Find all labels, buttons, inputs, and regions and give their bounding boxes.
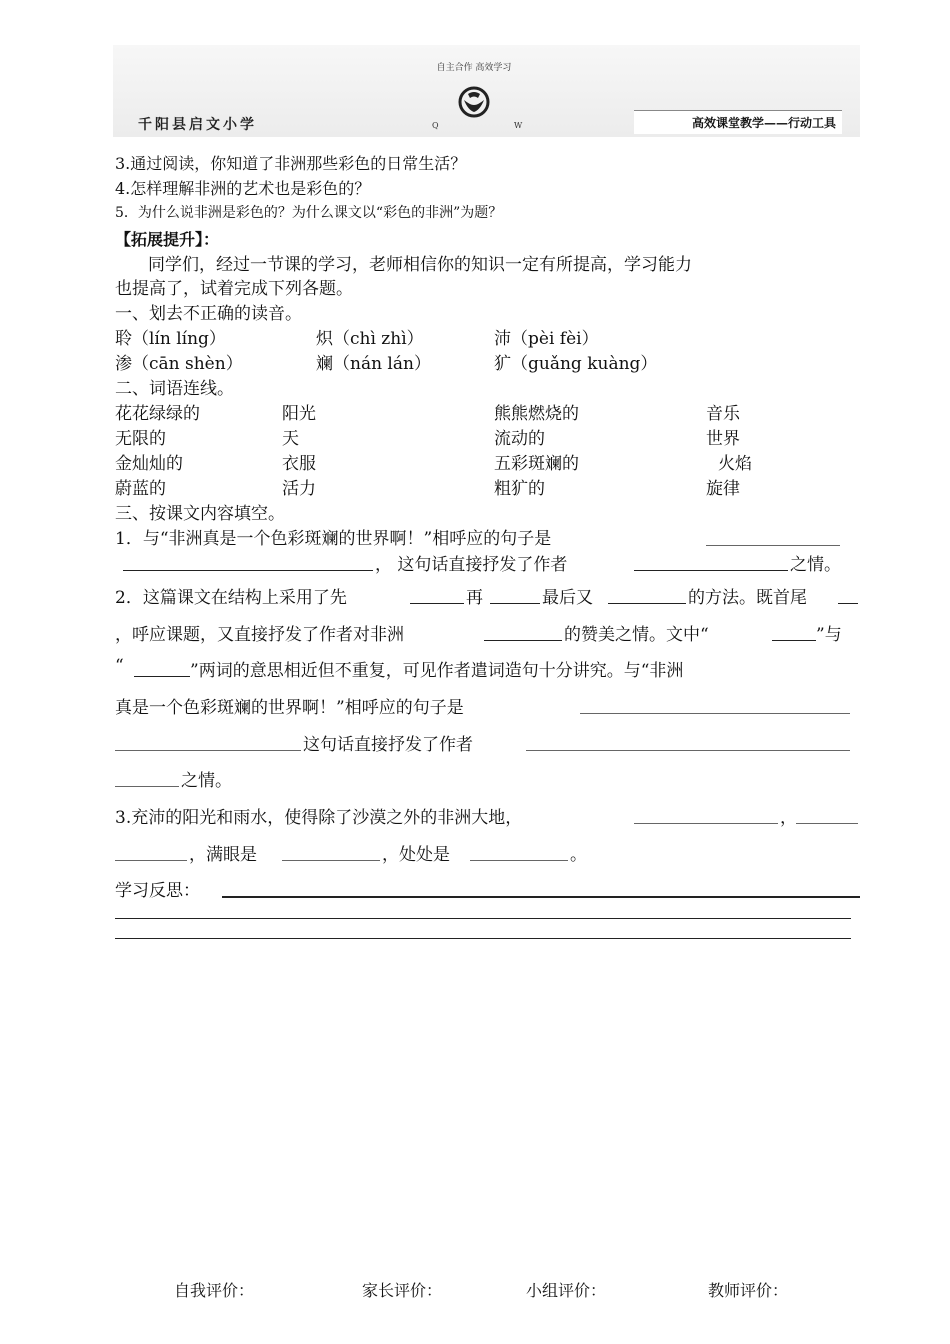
match-word: 熊熊燃烧的 [494, 404, 579, 424]
fill-item-2-text: 最后又 [542, 588, 593, 608]
match-word: 五彩斑斓的 [494, 454, 579, 474]
reflection-label: 学习反思： [115, 881, 200, 901]
pinyin-item: 炽（chì zhì） [316, 329, 424, 349]
fill-item-2-text: 这句话直接抒发了作者 [303, 735, 473, 755]
fill-item-2-text: ”与 [816, 625, 842, 645]
fill-item-3-text: 3.充沛的阳光和雨水，使得除了沙漠之外的非洲大地， [115, 808, 523, 828]
fill-blank[interactable] [634, 823, 778, 824]
school-name: 千阳县启文小学 [138, 117, 257, 133]
fill-blank[interactable] [580, 713, 850, 714]
fill-item-2-text: 再 [466, 588, 483, 608]
match-word: 蔚蓝的 [115, 479, 166, 499]
logo-q: Q [432, 121, 439, 130]
logo-w: W [514, 121, 523, 130]
fill-item-3-text: ， [780, 808, 797, 828]
pinyin-item: 斓（nán lán） [316, 354, 431, 374]
question-5: 5．为什么说非洲是彩色的？为什么课文以“彩色的非洲”为题？ [115, 205, 503, 221]
reflection-line[interactable] [115, 938, 851, 939]
match-word: 世界 [706, 429, 740, 449]
reflection-line[interactable] [222, 896, 860, 898]
pinyin-item: 犷（guǎng kuàng） [494, 354, 658, 374]
match-word: 音乐 [706, 404, 740, 424]
pinyin-item: 聆（lín líng） [115, 329, 226, 349]
fill-item-2-text: 之情。 [181, 771, 232, 791]
fill-blank[interactable] [796, 823, 858, 824]
parent-evaluation-label: 家长评价： [362, 1281, 443, 1300]
fill-item-2-text: 的赞美之情。文中“ [564, 625, 709, 645]
question-4: 4.怎样理解非洲的艺术也是彩色的？ [115, 179, 371, 198]
fill-blank[interactable] [490, 603, 540, 604]
fill-blank[interactable] [115, 860, 187, 861]
reflection-line[interactable] [115, 918, 851, 919]
expand-intro-line1: 同学们，经过一节课的学习，老师相信你的知识一定有所提高，学习能力 [148, 255, 692, 275]
question-3: 3.通过阅读，你知道了非洲那些彩色的日常生活？ [115, 154, 467, 173]
fill-item-2-text: “ [115, 656, 124, 676]
fill-item-2-text: ，呼应课题，又直接抒发了作者对非洲 [115, 625, 404, 645]
fill-item-1-text: 之情。 [790, 555, 841, 575]
match-word: 旋律 [706, 479, 740, 499]
fill-blank[interactable] [608, 603, 686, 604]
fill-item-2-text: ”两词的意思相近但不重复，可见作者遣词造句十分讲究。与“非洲 [190, 661, 684, 681]
fill-blank[interactable] [282, 860, 380, 861]
fill-blank[interactable] [634, 570, 788, 571]
fill-blank[interactable] [115, 750, 301, 751]
fill-blank[interactable] [838, 603, 858, 604]
match-word: 粗犷的 [494, 479, 545, 499]
fill-blank[interactable] [115, 786, 179, 787]
match-word: 花花绿绿的 [115, 404, 200, 424]
pinyin-item: 渗（cān shèn） [115, 354, 243, 374]
part2-title: 二、词语连线。 [115, 379, 234, 399]
match-word: 衣服 [282, 454, 316, 474]
match-word: 活力 [282, 479, 316, 499]
pinyin-item: 沛（pèi fèi） [494, 329, 599, 349]
match-word: 金灿灿的 [115, 454, 183, 474]
logo-motto: 自主合作 高效学习 [436, 63, 512, 73]
fill-item-1-text: ， 这句话直接抒发了作者 [375, 555, 568, 575]
expand-intro-line2: 也提高了，试着完成下列各题。 [115, 279, 353, 299]
part1-title: 一、划去不正确的读音。 [115, 304, 302, 324]
match-word: 天 [282, 429, 299, 449]
fill-item-3-text: ，满眼是 [189, 845, 257, 865]
school-logo [412, 50, 536, 134]
fill-blank[interactable] [470, 860, 568, 861]
fill-blank[interactable] [134, 676, 190, 677]
fill-item-2-text: 真是一个色彩斑斓的世界啊！”相呼应的句子是 [115, 698, 464, 718]
expand-title: 【拓展提升】： [115, 230, 220, 249]
fill-blank[interactable] [410, 603, 464, 604]
fill-item-3-text: 。 [570, 845, 587, 865]
fill-item-1-text: 1．与“非洲真是一个色彩斑斓的世界啊！”相呼应的句子是 [115, 529, 552, 549]
fill-blank[interactable] [706, 545, 840, 546]
match-word: 阳光 [282, 404, 316, 424]
fill-blank[interactable] [772, 640, 816, 641]
header-tagline: 高效课堂教学——行动工具 [634, 110, 842, 134]
fill-item-2-text: 2．这篇课文在结构上采用了先 [115, 588, 347, 608]
match-word: 无限的 [115, 429, 166, 449]
match-word: 流动的 [494, 429, 545, 449]
fill-blank[interactable] [484, 640, 562, 641]
fill-item-3-text: ，处处是 [382, 845, 450, 865]
match-word: 火焰 [718, 454, 752, 474]
teacher-evaluation-label: 教师评价： [708, 1281, 789, 1300]
fill-blank[interactable] [123, 570, 373, 571]
fill-blank[interactable] [526, 750, 850, 751]
self-evaluation-label: 自我评价： [174, 1281, 255, 1300]
fill-item-2-text: 的方法。既首尾 [688, 588, 807, 608]
group-evaluation-label: 小组评价： [526, 1281, 607, 1300]
part3-title: 三、按课文内容填空。 [115, 504, 285, 524]
